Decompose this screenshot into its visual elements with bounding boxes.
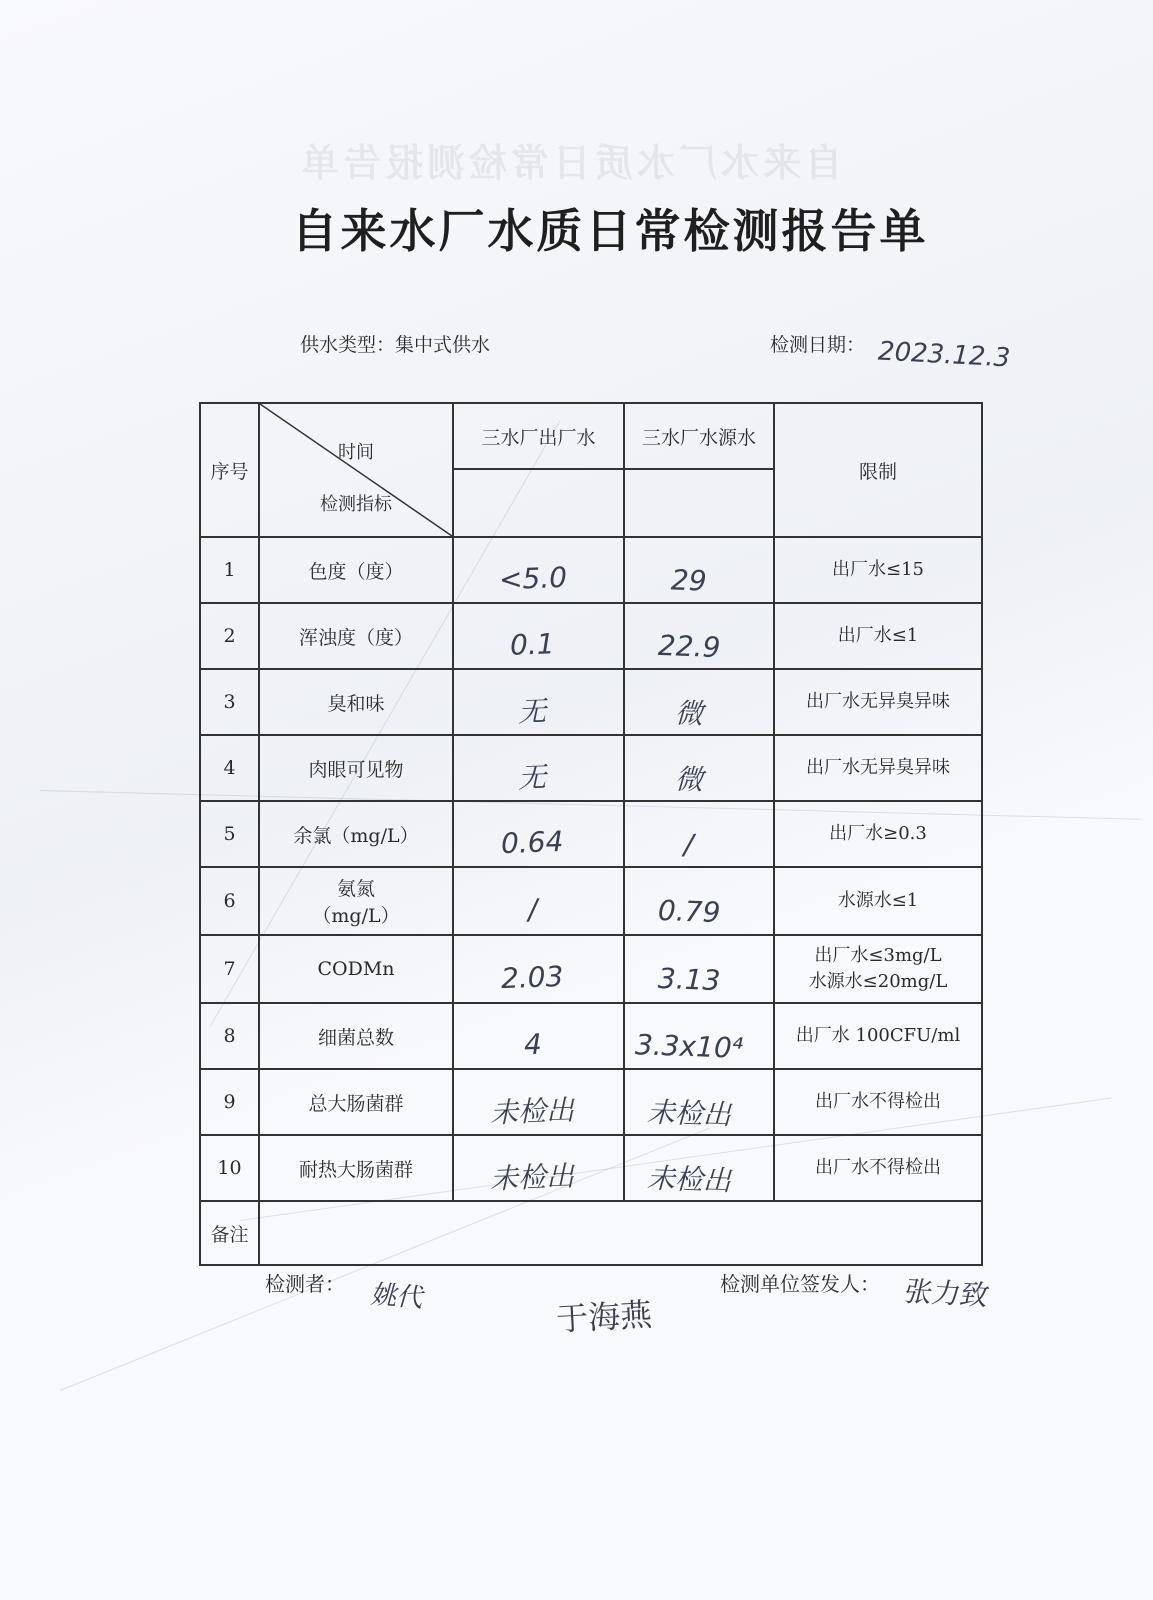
row-value-a-text: <5.0 xyxy=(497,560,568,596)
row-value-b-text: 22.9 xyxy=(657,628,721,664)
row-index-text: 10 xyxy=(217,1157,242,1179)
row-value-a xyxy=(453,867,624,935)
row-value-b xyxy=(624,867,774,935)
col-b-subheader xyxy=(624,469,774,537)
row-limit-text: 出厂水≤1 xyxy=(837,625,919,646)
row-limit-text: 出厂水≤3mg/L 水源水≤20mg/L xyxy=(808,945,948,992)
row-index xyxy=(200,867,259,935)
row-value-b-text: 0.79 xyxy=(657,893,721,929)
row-item-text: 浑浊度（度） xyxy=(298,626,413,649)
row-item-text: 氨氮 （mg/L） xyxy=(312,878,400,927)
row-value-b xyxy=(624,537,774,603)
row-value-a-text: 无 xyxy=(517,760,548,795)
row-index xyxy=(200,735,259,801)
row-index-text: 1 xyxy=(223,559,236,581)
row-value-a xyxy=(453,935,624,1003)
row-limit xyxy=(774,1069,982,1135)
row-value-a xyxy=(453,537,624,603)
row-value-b xyxy=(624,735,774,801)
diagonal-header-cell xyxy=(259,403,453,537)
row-limit-text: 水源水≤1 xyxy=(837,890,919,911)
table-row xyxy=(200,1003,982,1069)
row-value-b xyxy=(624,669,774,735)
table-row xyxy=(200,1135,982,1201)
row-value-a xyxy=(453,735,624,801)
report-table xyxy=(199,402,983,1266)
row-item-text: 色度（度） xyxy=(308,560,404,583)
row-item xyxy=(259,603,453,669)
row-value-a xyxy=(453,1003,624,1069)
row-value-b xyxy=(624,1069,774,1135)
row-value-b-text: 未检出 xyxy=(646,1161,732,1198)
row-item xyxy=(259,801,453,867)
row-value-b xyxy=(624,1135,774,1201)
row-limit-text: 出厂水≥0.3 xyxy=(829,823,927,844)
row-value-a-text: 0.64 xyxy=(500,824,565,860)
table-row xyxy=(200,537,982,603)
table-row xyxy=(200,669,982,735)
row-limit xyxy=(774,603,982,669)
row-limit-text: 出厂水≤15 xyxy=(832,559,924,580)
row-item-text: 耐热大肠菌群 xyxy=(298,1158,413,1181)
row-value-b-text: 微 xyxy=(674,696,704,731)
row-item-text: 臭和味 xyxy=(327,692,385,715)
table-row xyxy=(200,801,982,867)
row-value-a xyxy=(453,801,624,867)
row-index xyxy=(200,801,259,867)
row-index-text: 3 xyxy=(223,691,236,713)
row-value-b xyxy=(624,1003,774,1069)
signer-signature: 张力致 xyxy=(900,1274,993,1313)
seq-header: 序号 xyxy=(200,403,259,537)
row-index xyxy=(200,1135,259,1201)
row-item xyxy=(259,1135,453,1201)
diag-time-label: 时间 xyxy=(338,442,374,463)
row-value-a-text: 未检出 xyxy=(489,1159,576,1196)
row-limit xyxy=(774,669,982,735)
row-value-b-text: 微 xyxy=(674,762,704,797)
row-index-text: 5 xyxy=(223,823,236,845)
row-item xyxy=(259,537,453,603)
row-value-b xyxy=(624,603,774,669)
row-limit xyxy=(774,1003,982,1069)
date-value: 2023.12.3 xyxy=(877,336,1012,374)
inspector-label: 检测者： xyxy=(265,1272,345,1296)
row-value-b-text: 未检出 xyxy=(646,1095,732,1132)
bleed-through-title: 自来水厂水质日常检测报告单 xyxy=(297,140,844,185)
row-item-text: 肉眼可见物 xyxy=(308,758,404,781)
table-row xyxy=(200,1069,982,1135)
row-value-b-text: / xyxy=(683,827,695,861)
remark-label: 备注 xyxy=(200,1201,259,1265)
row-value-a-text: 未检出 xyxy=(489,1093,576,1130)
row-item-text: 细菌总数 xyxy=(317,1026,394,1049)
row-index-text: 6 xyxy=(223,890,236,912)
row-item xyxy=(259,1003,453,1069)
row-index xyxy=(200,1003,259,1069)
col-a-subheader xyxy=(453,469,624,537)
row-index xyxy=(200,669,259,735)
row-index xyxy=(200,1069,259,1135)
col-a-header: 三水厂出厂水 xyxy=(453,403,624,469)
row-limit xyxy=(774,801,982,867)
row-value-b-text: 29 xyxy=(670,562,708,598)
row-limit xyxy=(774,867,982,935)
supply-type: 供水类型：集中式供水 xyxy=(300,334,491,356)
row-value-b-text: 3.3x10⁴ xyxy=(634,1027,744,1065)
row-value-a-text: / xyxy=(527,892,538,926)
row-limit xyxy=(774,1135,982,1201)
remark-row xyxy=(200,1201,982,1265)
row-limit xyxy=(774,735,982,801)
diagonal-line xyxy=(260,404,452,536)
row-value-a-text: 2.03 xyxy=(500,959,565,995)
row-value-a xyxy=(453,603,624,669)
row-item xyxy=(259,669,453,735)
row-limit-text: 出厂水不得检出 xyxy=(815,1091,941,1112)
row-item-text: CODMn xyxy=(317,958,395,980)
signer-label: 检测单位签发人： xyxy=(720,1272,880,1296)
row-item xyxy=(259,735,453,801)
row-index xyxy=(200,537,259,603)
row-limit-text: 出厂水 100CFU/ml xyxy=(795,1025,961,1046)
row-value-a-text: 4 xyxy=(523,1027,542,1061)
row-limit-text: 出厂水无异臭异味 xyxy=(806,691,950,712)
table-header-row xyxy=(200,403,982,469)
row-index xyxy=(200,603,259,669)
table-row xyxy=(200,603,982,669)
row-value-b-text: 3.13 xyxy=(657,961,721,997)
row-value-b xyxy=(624,935,774,1003)
row-limit xyxy=(774,537,982,603)
inspector-signature-2: 于海燕 xyxy=(555,1295,654,1339)
row-index-text: 2 xyxy=(223,625,236,647)
inspector-signature-1: 姚代 xyxy=(368,1280,429,1314)
row-limit-text: 出厂水无异臭异味 xyxy=(806,757,950,778)
diag-index-label: 检测指标 xyxy=(320,494,392,515)
row-index-text: 7 xyxy=(223,958,236,980)
row-index-text: 8 xyxy=(223,1025,236,1047)
row-value-a-text: 0.1 xyxy=(509,626,556,662)
table-row xyxy=(200,935,982,1003)
row-item-text: 余氯（mg/L） xyxy=(293,824,419,847)
row-index-text: 4 xyxy=(223,757,236,779)
row-value-a xyxy=(453,669,624,735)
row-item xyxy=(259,867,453,935)
row-item xyxy=(259,935,453,1003)
row-value-a xyxy=(453,1069,624,1135)
row-value-b xyxy=(624,801,774,867)
row-item-text: 总大肠菌群 xyxy=(308,1092,404,1115)
page-title: 自来水厂水质日常检测报告单 xyxy=(291,204,929,258)
table-row xyxy=(200,735,982,801)
remark-value xyxy=(259,1201,982,1265)
row-limit-text: 出厂水不得检出 xyxy=(815,1157,941,1178)
table-row xyxy=(200,867,982,935)
row-index-text: 9 xyxy=(223,1091,236,1113)
row-value-a xyxy=(453,1135,624,1201)
col-b-header: 三水厂水源水 xyxy=(624,403,774,469)
limit-header: 限制 xyxy=(774,403,982,537)
date-label: 检测日期： xyxy=(770,334,866,356)
row-limit xyxy=(774,935,982,1003)
row-value-a-text: 无 xyxy=(517,694,548,729)
row-index xyxy=(200,935,259,1003)
row-item xyxy=(259,1069,453,1135)
